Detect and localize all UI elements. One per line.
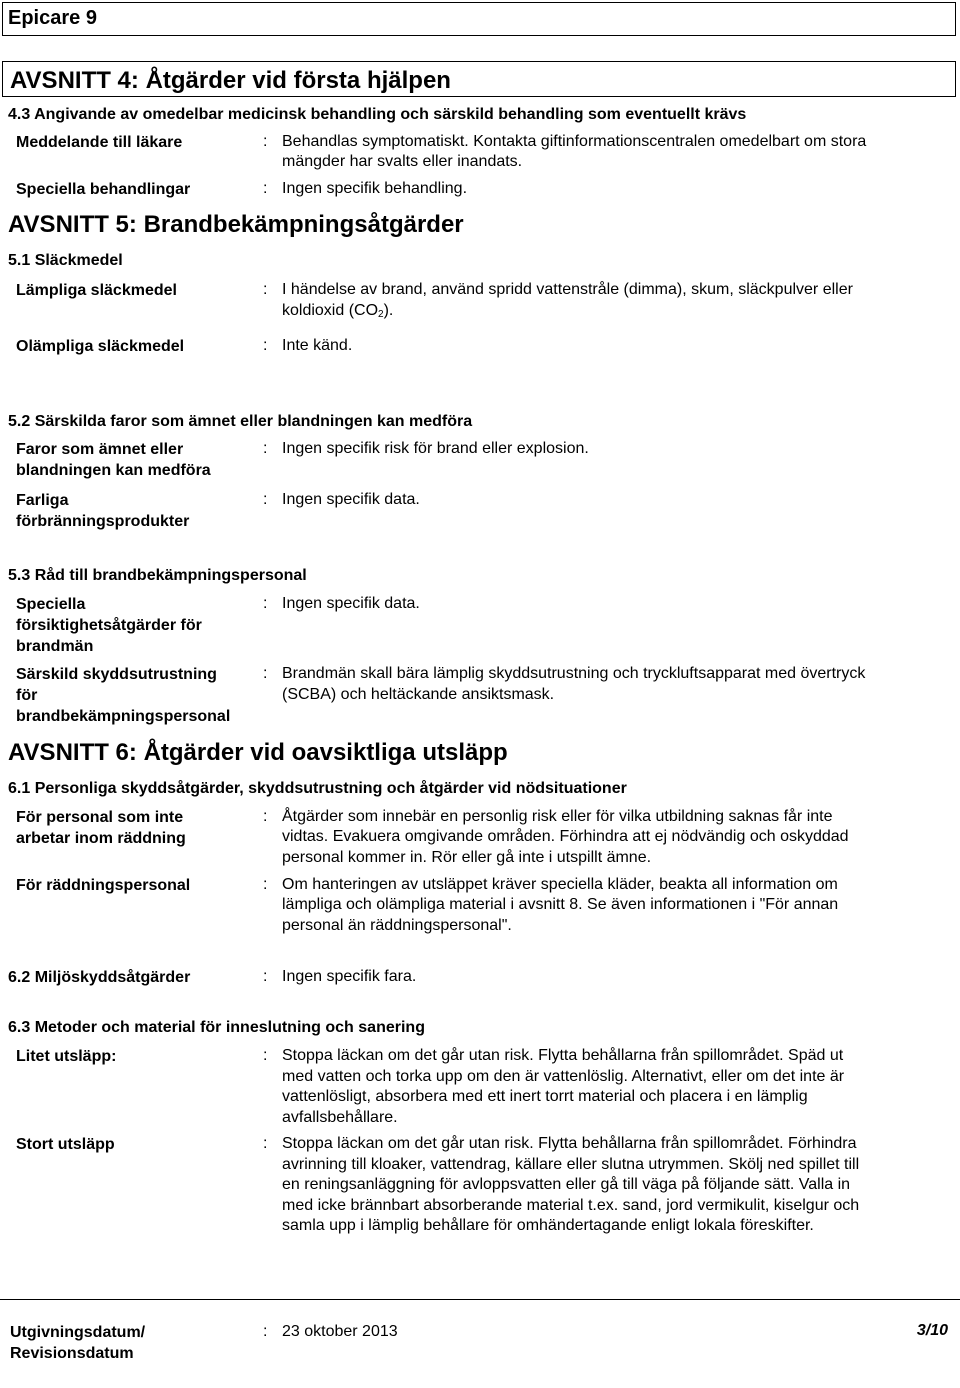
- section-5-1-heading: 5.1 Släckmedel: [8, 252, 123, 269]
- emergency-responders-value-line: lämpliga och olämpliga material i avsnitt 8. Se även informationen i "För annan: [282, 896, 839, 913]
- hazards-value: Ingen specifik risk för brand eller explosion.: [282, 440, 589, 457]
- emergency-responders-value-line: Om hanteringen av utsläppet kräver speciella kläder, beakta all information om: [282, 876, 838, 893]
- non-emergency-label-line: För personal som inte: [16, 809, 184, 826]
- doctor-notice-value-line: mängder har svalts eller inandats.: [282, 153, 523, 170]
- hazards-label-line: blandningen kan medföra: [16, 462, 211, 479]
- combustion-products-label-line: Farliga: [16, 492, 69, 509]
- non-emergency-value-line: vidtas. Evakuera omgivande områden. Förhindra att ej nödvändig och oskyddad: [282, 828, 849, 845]
- combustion-products-value: Ingen specifik data.: [282, 491, 420, 508]
- section-6-3-heading: 6.3 Metoder och material för inneslutning och sanering: [8, 1019, 425, 1036]
- firefighter-precautions-label-line: Speciella: [16, 596, 86, 613]
- section-6-1-heading: 6.1 Personliga skyddsåtgärder, skyddsutrustning och åtgärder vid nödsituationer: [8, 780, 627, 797]
- colon: :: [263, 1047, 268, 1064]
- colon: :: [263, 281, 268, 298]
- section-5-title: AVSNITT 5: Brandbekämpningsåtgärder: [8, 211, 464, 238]
- footer-divider: [0, 1299, 960, 1300]
- unsuitable-media-value: Inte känd.: [282, 337, 353, 354]
- environmental-precautions-value: Ingen specifik fara.: [282, 968, 417, 985]
- colon: :: [263, 440, 268, 457]
- small-spill-label: Litet utsläpp:: [16, 1048, 117, 1065]
- large-spill-label: Stort utsläpp: [16, 1136, 115, 1153]
- colon: :: [263, 665, 268, 682]
- special-treatment-value: Ingen specifik behandling.: [282, 180, 468, 197]
- product-name: Epicare 9: [8, 7, 97, 29]
- small-spill-value-line: vattenlösligt, absorbera med ett inert torrt material och placera i en lämplig: [282, 1088, 808, 1105]
- emergency-responders-label: För räddningspersonal: [16, 877, 191, 894]
- non-emergency-value-line: Åtgärder som innebär en personlig risk eller för vilka utbildning saknas får inte: [282, 808, 833, 825]
- protective-equipment-value-line: Brandmän skall bära lämplig skyddsutrustning och tryckluftsapparat med övertryck: [282, 665, 866, 682]
- footer-date-label-line: Utgivningsdatum/: [10, 1324, 146, 1341]
- section-4-title: AVSNITT 4: Åtgärder vid första hjälpen: [10, 67, 451, 94]
- section-6-title: AVSNITT 6: Åtgärder vid oavsiktliga utsläpp: [8, 739, 508, 766]
- large-spill-value-line: avrinning till kloaker, vattendrag, källare eller slutna utrymmen. Skölj ned spillet till: [282, 1156, 860, 1173]
- large-spill-value-line: Stoppa läckan om det går utan risk. Flytta behållarna från spillområdet. Förhindra: [282, 1135, 857, 1152]
- footer-date-value: 23 oktober 2013: [282, 1323, 398, 1340]
- combustion-products-label-line: förbränningsprodukter: [16, 513, 190, 530]
- colon: :: [263, 1135, 268, 1152]
- co2-text: koldioxid (CO: [282, 302, 379, 319]
- suitable-media-value-line: I händelse av brand, använd spridd vattenstråle (dimma), skum, släckpulver eller: [282, 281, 853, 298]
- section-5-3-heading: 5.3 Råd till brandbekämpningspersonal: [8, 567, 307, 584]
- colon: :: [263, 808, 268, 825]
- emergency-responders-value-line: personal än räddningspersonal".: [282, 917, 512, 934]
- non-emergency-value-line: personal kommer in. Rör eller gå inte i utspillt ämne.: [282, 849, 652, 866]
- small-spill-value-line: Stoppa läckan om det går utan risk. Flytta behållarna från spillområdet. Späd ut: [282, 1047, 844, 1064]
- colon: :: [263, 180, 268, 197]
- colon: :: [263, 491, 268, 508]
- protective-equipment-label-line: brandbekämpningspersonal: [16, 708, 231, 725]
- colon: :: [263, 337, 268, 354]
- colon: :: [263, 595, 268, 612]
- protective-equipment-label-line: för: [16, 687, 38, 704]
- doctor-notice-value-line: Behandlas symptomatiskt. Kontakta giftinformationscentralen omedelbart om stora: [282, 133, 867, 150]
- protective-equipment-value-line: (SCBA) och heltäckande ansiktsmask.: [282, 686, 555, 703]
- colon: :: [263, 133, 268, 150]
- small-spill-value-line: avfallsbehållare.: [282, 1109, 398, 1126]
- large-spill-value-line: med icke brännbart absorberande material t.ex. sand, jord vermikulit, kiselgur och: [282, 1197, 860, 1214]
- suitable-media-value-line: [282, 301, 393, 326]
- co2-text-end: ).: [383, 302, 394, 319]
- footer-date-label-line: Revisionsdatum: [10, 1345, 134, 1362]
- non-emergency-label-line: arbetar inom räddning: [16, 830, 186, 847]
- large-spill-value-line: samla upp i lämplig behållare för omhändertagande enligt lokala föreskifter.: [282, 1217, 814, 1234]
- doctor-notice-label: Meddelande till läkare: [16, 134, 183, 151]
- small-spill-value-line: med vatten och torka upp om den är vattenlöslig. Alternativt, eller om det inte är: [282, 1068, 845, 1085]
- page-number: 3/10: [916, 1322, 948, 1339]
- section-4-3-heading: 4.3 Angivande av omedelbar medicinsk behandling och särskild behandling som eventuellt krävs: [8, 106, 747, 123]
- special-treatment-label: Speciella behandlingar: [16, 181, 191, 198]
- co2-subscript: 2: [378, 309, 384, 320]
- colon: :: [263, 876, 268, 893]
- unsuitable-media-label: Olämpliga släckmedel: [16, 338, 185, 355]
- colon: :: [263, 1323, 268, 1340]
- firefighter-precautions-label-line: brandmän: [16, 638, 94, 655]
- suitable-media-label: Lämpliga släckmedel: [16, 282, 177, 299]
- product-header: [2, 2, 956, 36]
- hazards-label-line: Faror som ämnet eller: [16, 441, 184, 458]
- colon: :: [263, 968, 268, 985]
- section-5-2-heading: 5.2 Särskilda faror som ämnet eller blandningen kan medföra: [8, 413, 473, 430]
- protective-equipment-label-line: Särskild skyddsutrustning: [16, 666, 217, 683]
- environmental-precautions-label: 6.2 Miljöskyddsåtgärder: [8, 969, 191, 986]
- large-spill-value-line: en reningsanläggning för avloppsvatten eller gå till väga på följande sätt. Valla in: [282, 1176, 851, 1193]
- firefighter-precautions-label-line: försiktighetsåtgärder för: [16, 617, 202, 634]
- firefighter-precautions-value: Ingen specifik data.: [282, 595, 420, 612]
